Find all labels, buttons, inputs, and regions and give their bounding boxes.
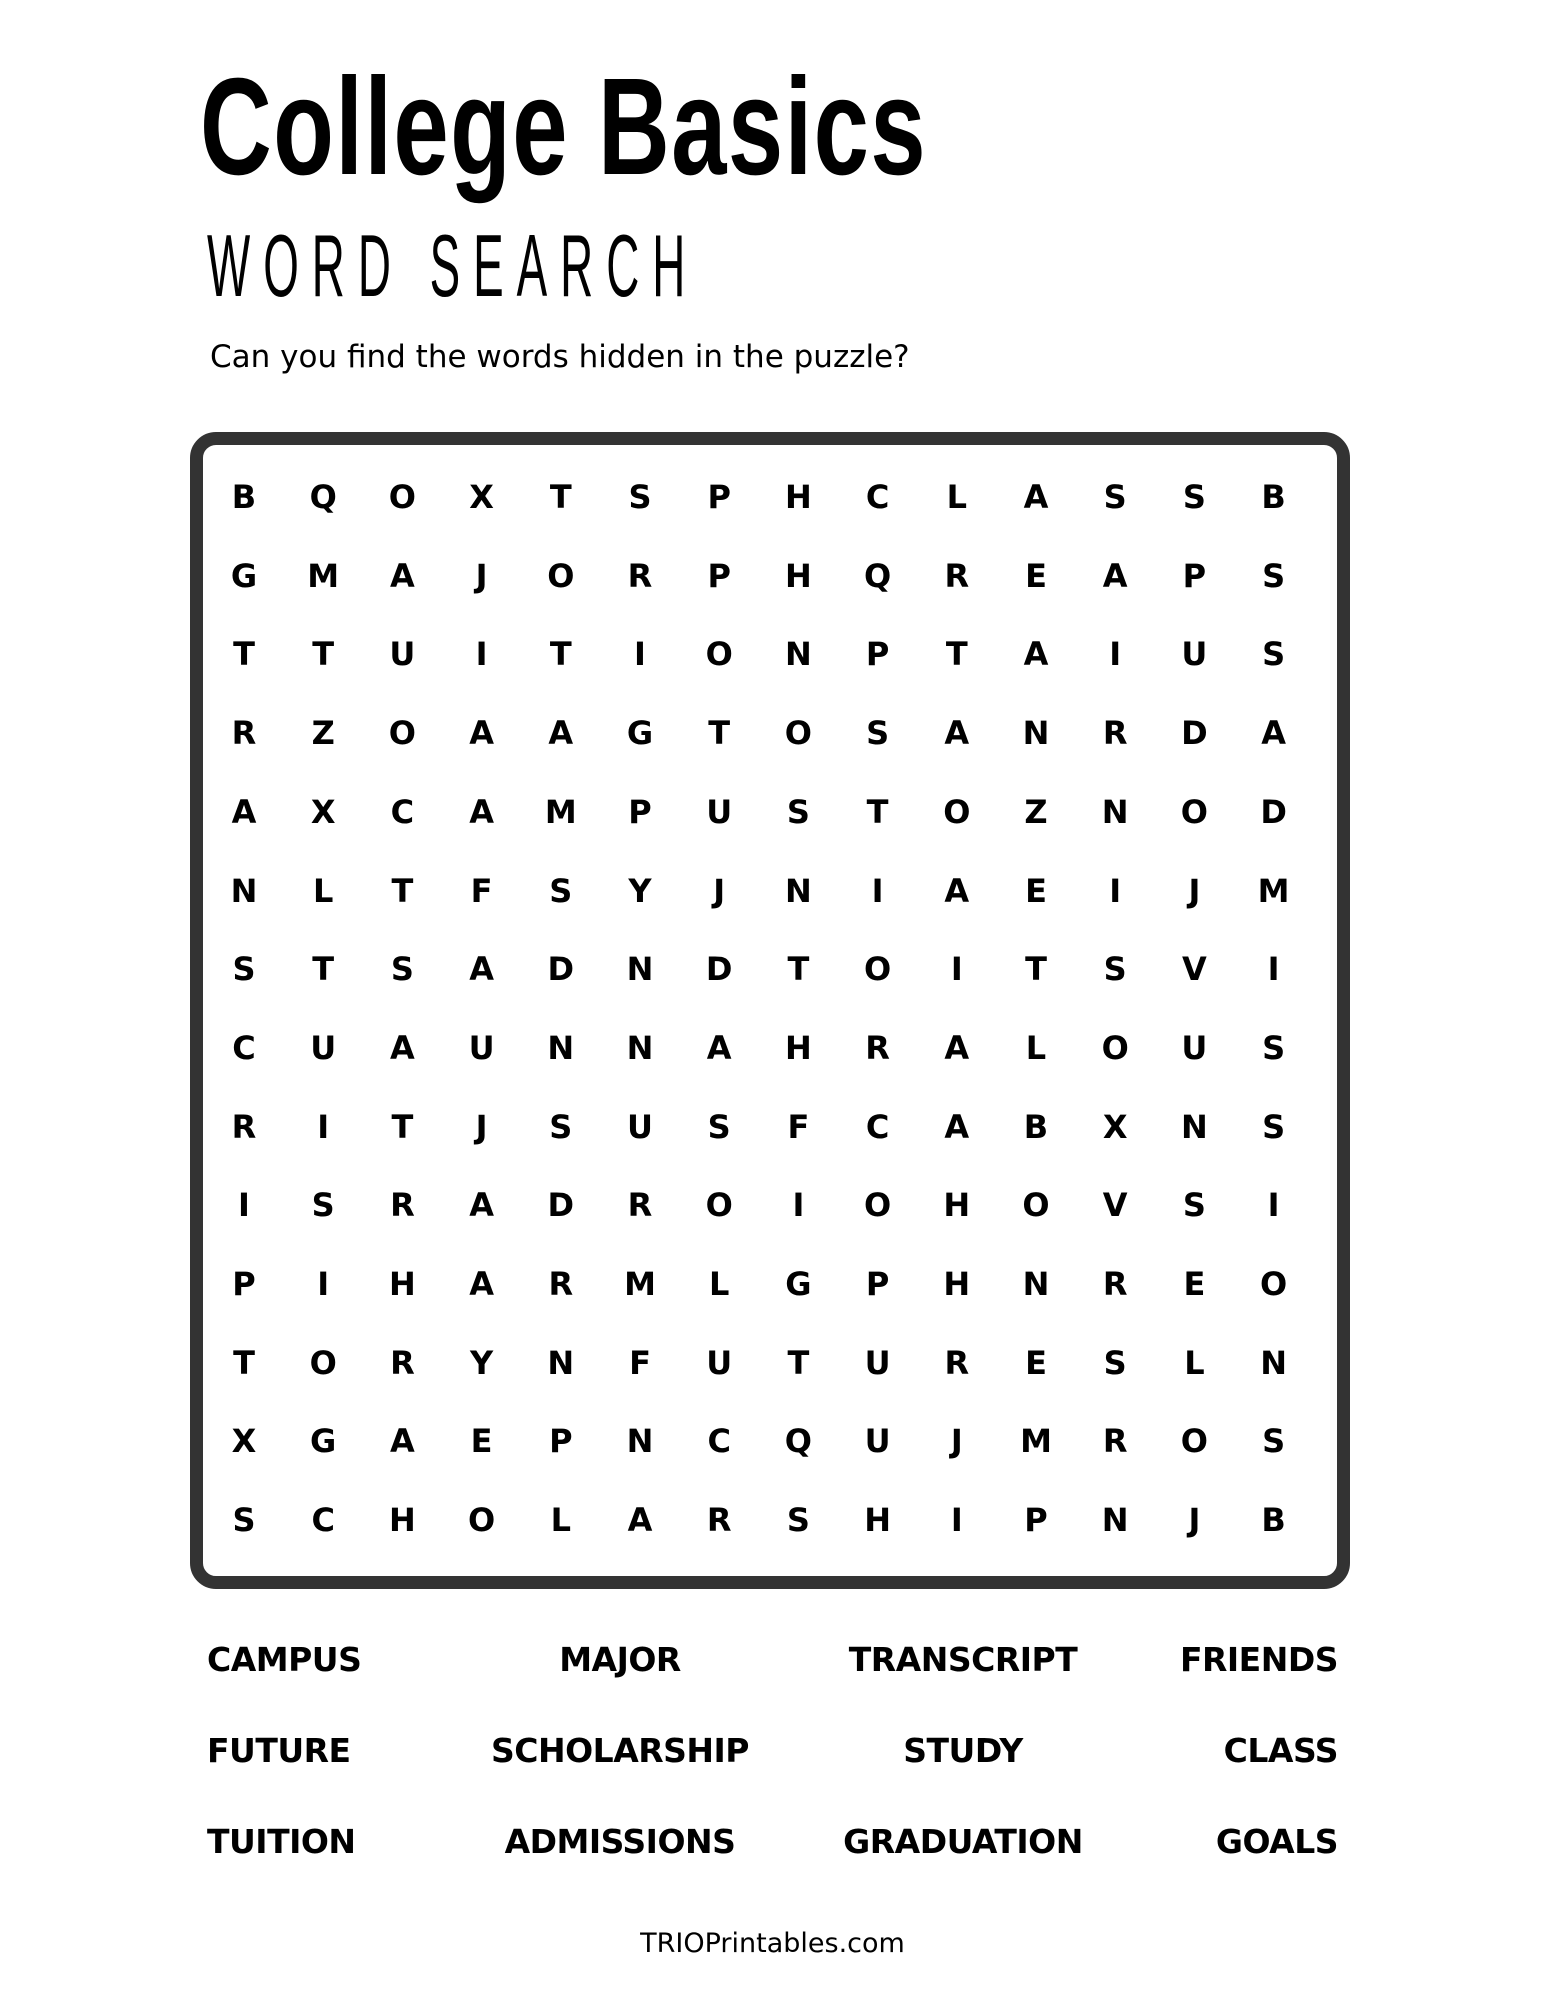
- grid-letter[interactable]: I: [238, 1186, 250, 1225]
- grid-letter[interactable]: O: [467, 1501, 496, 1540]
- grid-letter[interactable]: R: [548, 1265, 574, 1303]
- grid-letter[interactable]: P: [549, 1422, 573, 1461]
- grid-letter[interactable]: O: [863, 1186, 892, 1225]
- grid-letter[interactable]: A: [390, 556, 415, 595]
- grid-letter[interactable]: P: [865, 635, 890, 674]
- grid-letter[interactable]: B: [1261, 1501, 1286, 1540]
- grid-letter[interactable]: C: [865, 1107, 890, 1146]
- grid-letter[interactable]: G: [785, 1265, 812, 1303]
- grid-letter[interactable]: B: [231, 478, 257, 516]
- grid-letter[interactable]: S: [628, 478, 652, 516]
- grid-letter[interactable]: N: [626, 1422, 654, 1461]
- grid-letter[interactable]: T: [549, 635, 572, 674]
- grid-letter[interactable]: X: [1102, 1107, 1128, 1146]
- grid-letter[interactable]: R: [1102, 1422, 1128, 1461]
- grid-letter[interactable]: T: [391, 871, 414, 910]
- grid-letter[interactable]: S: [1262, 1422, 1286, 1461]
- grid-letter[interactable]: L: [550, 1501, 571, 1540]
- grid-letter[interactable]: I: [317, 1107, 330, 1146]
- grid-letter[interactable]: E: [1183, 1265, 1206, 1303]
- grid-letter[interactable]: H: [389, 1501, 416, 1540]
- grid-letter[interactable]: S: [1262, 1028, 1286, 1067]
- grid-letter[interactable]: S: [390, 950, 414, 989]
- grid-letter[interactable]: R: [231, 714, 257, 753]
- grid-letter[interactable]: A: [1023, 635, 1049, 674]
- grid-letter[interactable]: U: [864, 1422, 891, 1461]
- grid-letter[interactable]: N: [1022, 1265, 1050, 1303]
- grid-letter[interactable]: S: [232, 1501, 256, 1540]
- grid-letter[interactable]: U: [706, 792, 733, 831]
- grid-letter[interactable]: R: [390, 1186, 415, 1225]
- word-list-item: GRADUATION: [843, 1822, 1083, 1861]
- grid-letter[interactable]: A: [469, 1186, 494, 1225]
- grid-letter[interactable]: N: [1101, 1501, 1129, 1540]
- grid-letter[interactable]: S: [1103, 1343, 1127, 1382]
- grid-letter[interactable]: S: [1103, 478, 1127, 516]
- grid-letter[interactable]: F: [629, 1343, 651, 1382]
- grid-letter[interactable]: A: [944, 1107, 970, 1146]
- grid-letter[interactable]: L: [312, 871, 334, 910]
- grid-letter[interactable]: T: [391, 1107, 414, 1146]
- grid-letter[interactable]: A: [944, 1028, 970, 1067]
- grid-letter[interactable]: R: [1102, 714, 1128, 753]
- grid-letter[interactable]: V: [1102, 1186, 1128, 1225]
- grid-letter[interactable]: C: [311, 1501, 335, 1540]
- grid-letter[interactable]: N: [547, 1028, 575, 1067]
- grid-letter[interactable]: N: [1260, 1343, 1287, 1382]
- grid-letter[interactable]: A: [231, 792, 257, 831]
- grid-letter[interactable]: U: [1181, 1028, 1208, 1067]
- grid-letter[interactable]: H: [943, 1186, 971, 1225]
- word-list-item: TUITION: [207, 1822, 356, 1861]
- grid-letter[interactable]: P: [1024, 1501, 1048, 1540]
- grid-letter[interactable]: G: [230, 556, 258, 595]
- grid-letter[interactable]: N: [785, 635, 812, 674]
- grid-letter[interactable]: T: [549, 478, 572, 516]
- grid-letter[interactable]: R: [1102, 1265, 1128, 1303]
- word-list-item: FRIENDS: [1179, 1640, 1338, 1679]
- grid-letter[interactable]: A: [1261, 714, 1286, 753]
- grid-letter[interactable]: N: [1181, 1107, 1208, 1146]
- grid-letter[interactable]: T: [312, 950, 335, 989]
- page-subtitle: WORD SEARCH: [207, 216, 699, 315]
- grid-letter[interactable]: C: [232, 1028, 256, 1067]
- grid-letter[interactable]: X: [310, 792, 336, 831]
- grid-letter[interactable]: M: [624, 1265, 656, 1303]
- grid-letter[interactable]: O: [547, 556, 575, 595]
- grid-letter[interactable]: A: [390, 1422, 415, 1461]
- grid-letter[interactable]: O: [1022, 1186, 1050, 1225]
- grid-letter[interactable]: I: [950, 950, 963, 989]
- grid-letter[interactable]: R: [706, 1501, 732, 1540]
- grid-letter[interactable]: U: [706, 1343, 733, 1382]
- grid-letter[interactable]: I: [792, 1186, 805, 1225]
- grid-letter[interactable]: D: [1260, 792, 1287, 831]
- grid-letter[interactable]: E: [1025, 556, 1047, 595]
- grid-letter[interactable]: E: [470, 1422, 493, 1461]
- grid-letter[interactable]: O: [1180, 792, 1208, 831]
- grid-letter[interactable]: D: [705, 950, 733, 989]
- grid-letter[interactable]: S: [1182, 478, 1206, 516]
- grid-letter[interactable]: S: [1182, 1186, 1206, 1225]
- grid-letter[interactable]: O: [705, 635, 733, 674]
- grid-letter[interactable]: M: [544, 792, 577, 831]
- grid-letter[interactable]: M: [1020, 1422, 1052, 1461]
- letter-grid: [203, 445, 1337, 1576]
- grid-letter[interactable]: T: [787, 1343, 810, 1382]
- grid-letter[interactable]: P: [707, 556, 731, 595]
- grid-letter[interactable]: X: [469, 478, 494, 516]
- grid-letter[interactable]: A: [548, 714, 574, 753]
- grid-letter[interactable]: P: [628, 792, 652, 831]
- word-list-item: SCHOLARSHIP: [491, 1731, 749, 1770]
- puzzle-frame: [190, 432, 1350, 1589]
- grid-letter[interactable]: O: [1259, 1265, 1288, 1303]
- grid-letter[interactable]: U: [389, 635, 416, 674]
- grid-letter[interactable]: O: [784, 714, 812, 753]
- grid-letter[interactable]: L: [1184, 1343, 1205, 1382]
- grid-letter[interactable]: A: [390, 1028, 415, 1067]
- grid-letter[interactable]: C: [390, 792, 415, 831]
- grid-letter[interactable]: A: [469, 1265, 494, 1303]
- grid-letter[interactable]: I: [317, 1265, 330, 1303]
- grid-letter[interactable]: H: [785, 556, 812, 595]
- grid-letter[interactable]: I: [634, 635, 646, 674]
- grid-letter[interactable]: N: [230, 871, 258, 910]
- grid-letter[interactable]: D: [547, 1186, 575, 1225]
- grid-letter[interactable]: T: [233, 635, 255, 674]
- grid-letter[interactable]: O: [705, 1186, 733, 1225]
- grid-letter[interactable]: T: [787, 950, 810, 989]
- grid-letter[interactable]: N: [1022, 714, 1050, 753]
- grid-letter[interactable]: N: [626, 1028, 654, 1067]
- grid-letter[interactable]: P: [232, 1265, 256, 1303]
- grid-letter[interactable]: Z: [1024, 792, 1048, 831]
- grid-letter[interactable]: O: [863, 950, 892, 989]
- grid-letter[interactable]: T: [945, 635, 968, 674]
- grid-letter[interactable]: A: [469, 714, 494, 753]
- page-title: College Basics: [200, 50, 928, 204]
- grid-letter[interactable]: T: [312, 635, 335, 674]
- grid-letter[interactable]: H: [389, 1265, 416, 1303]
- grid-letter[interactable]: I: [1267, 1186, 1280, 1225]
- grid-letter[interactable]: O: [309, 1343, 337, 1382]
- grid-letter[interactable]: J: [475, 556, 488, 595]
- grid-letter[interactable]: I: [1109, 635, 1122, 674]
- grid-letter[interactable]: A: [469, 792, 494, 831]
- word-list-item: CLASS: [1223, 1731, 1338, 1770]
- grid-letter[interactable]: T: [866, 792, 889, 831]
- word-list-item: FUTURE: [207, 1731, 351, 1770]
- grid-letter[interactable]: N: [785, 871, 812, 910]
- grid-letter[interactable]: S: [549, 1107, 573, 1146]
- word-list-item: MAJOR: [559, 1640, 681, 1679]
- grid-letter[interactable]: O: [388, 714, 416, 753]
- grid-letter[interactable]: I: [1109, 871, 1122, 910]
- grid-letter[interactable]: S: [549, 871, 573, 910]
- grid-letter[interactable]: L: [708, 1265, 730, 1303]
- grid-letter[interactable]: R: [390, 1343, 415, 1382]
- grid-letter[interactable]: D: [1181, 714, 1208, 753]
- grid-letter[interactable]: M: [1257, 871, 1290, 910]
- grid-letter[interactable]: U: [627, 1107, 653, 1146]
- grid-letter[interactable]: L: [946, 478, 967, 516]
- grid-letter[interactable]: S: [1262, 556, 1286, 595]
- grid-letter[interactable]: S: [1103, 950, 1127, 989]
- grid-letter[interactable]: H: [864, 1501, 891, 1540]
- grid-letter[interactable]: A: [627, 1501, 653, 1540]
- grid-letter[interactable]: S: [866, 714, 890, 753]
- grid-letter[interactable]: Q: [309, 478, 337, 516]
- grid-letter[interactable]: A: [706, 1028, 732, 1067]
- word-list-item: CAMPUS: [207, 1640, 362, 1679]
- grid-letter[interactable]: H: [943, 1265, 971, 1303]
- grid-letter[interactable]: U: [864, 1343, 891, 1382]
- instructions-text: Can you find the words hidden in the puzzle?: [210, 339, 910, 375]
- grid-letter[interactable]: H: [785, 478, 812, 516]
- grid-letter[interactable]: A: [944, 871, 970, 910]
- grid-letter[interactable]: Y: [628, 871, 652, 910]
- grid-letter[interactable]: E: [1025, 871, 1047, 910]
- grid-letter[interactable]: R: [231, 1107, 257, 1146]
- grid-letter[interactable]: T: [1025, 950, 1047, 989]
- grid-letter[interactable]: F: [787, 1107, 810, 1146]
- grid-letter[interactable]: I: [475, 635, 488, 674]
- grid-letter[interactable]: S: [232, 950, 256, 989]
- grid-letter[interactable]: A: [1102, 556, 1128, 595]
- grid-letter[interactable]: I: [950, 1501, 963, 1540]
- word-list-item: ADMISSIONS: [504, 1822, 736, 1861]
- grid-letter[interactable]: I: [871, 871, 884, 910]
- grid-letter[interactable]: S: [1262, 635, 1286, 674]
- grid-letter[interactable]: R: [627, 1186, 653, 1225]
- grid-letter[interactable]: D: [547, 950, 575, 989]
- grid-letter[interactable]: R: [627, 556, 653, 595]
- grid-letter[interactable]: Y: [470, 1343, 494, 1382]
- grid-letter[interactable]: L: [1025, 1028, 1047, 1067]
- grid-letter[interactable]: J: [950, 1422, 963, 1461]
- grid-letter[interactable]: R: [944, 556, 970, 595]
- word-list-item: GOALS: [1215, 1822, 1338, 1861]
- grid-letter[interactable]: I: [1267, 950, 1280, 989]
- footer-credit: TRIOPrintables.com: [640, 1928, 905, 1959]
- grid-letter[interactable]: A: [944, 714, 970, 753]
- grid-letter[interactable]: T: [233, 1343, 255, 1382]
- grid-letter[interactable]: C: [865, 478, 890, 516]
- grid-letter[interactable]: O: [1101, 1028, 1129, 1067]
- grid-letter[interactable]: P: [707, 478, 731, 516]
- grid-letter[interactable]: U: [310, 1028, 337, 1067]
- grid-letter[interactable]: U: [1181, 635, 1208, 674]
- grid-letter[interactable]: U: [468, 1028, 495, 1067]
- grid-letter[interactable]: S: [311, 1186, 335, 1225]
- grid-letter[interactable]: O: [943, 792, 971, 831]
- grid-letter[interactable]: N: [626, 950, 654, 989]
- grid-letter[interactable]: M: [307, 556, 340, 595]
- grid-letter[interactable]: G: [626, 714, 654, 753]
- grid-letter[interactable]: J: [713, 871, 726, 910]
- grid-letter[interactable]: A: [1023, 478, 1049, 516]
- grid-letter[interactable]: P: [865, 1265, 890, 1303]
- grid-letter[interactable]: R: [865, 1028, 890, 1067]
- grid-letter[interactable]: J: [475, 1107, 488, 1146]
- grid-letter[interactable]: B: [1023, 1107, 1049, 1146]
- grid-letter[interactable]: H: [785, 1028, 812, 1067]
- grid-letter[interactable]: B: [1261, 478, 1286, 516]
- grid-letter[interactable]: F: [470, 871, 493, 910]
- grid-letter[interactable]: Q: [863, 556, 892, 595]
- grid-letter[interactable]: R: [944, 1343, 970, 1382]
- grid-letter[interactable]: V: [1182, 950, 1207, 989]
- grid-letter[interactable]: X: [231, 1422, 257, 1461]
- word-list-item: TRANSCRIPT: [848, 1640, 1078, 1679]
- grid-letter[interactable]: N: [547, 1343, 575, 1382]
- grid-letter[interactable]: C: [707, 1422, 731, 1461]
- grid-letter[interactable]: P: [1182, 556, 1207, 595]
- word-list-item: STUDY: [903, 1731, 1023, 1770]
- grid-letter[interactable]: O: [388, 478, 416, 516]
- grid-letter[interactable]: O: [1180, 1422, 1208, 1461]
- grid-letter[interactable]: S: [786, 792, 810, 831]
- grid-letter[interactable]: A: [469, 950, 494, 989]
- grid-letter[interactable]: G: [310, 1422, 337, 1461]
- grid-letter[interactable]: S: [786, 1501, 810, 1540]
- grid-letter[interactable]: T: [708, 714, 731, 753]
- grid-letter[interactable]: S: [707, 1107, 731, 1146]
- grid-letter[interactable]: Q: [784, 1422, 812, 1461]
- grid-letter[interactable]: S: [1262, 1107, 1286, 1146]
- grid-letter[interactable]: N: [1101, 792, 1129, 831]
- grid-letter[interactable]: J: [1188, 1501, 1201, 1540]
- grid-letter[interactable]: J: [1188, 871, 1201, 910]
- grid-letter[interactable]: E: [1025, 1343, 1047, 1382]
- grid-letter[interactable]: Z: [311, 714, 335, 753]
